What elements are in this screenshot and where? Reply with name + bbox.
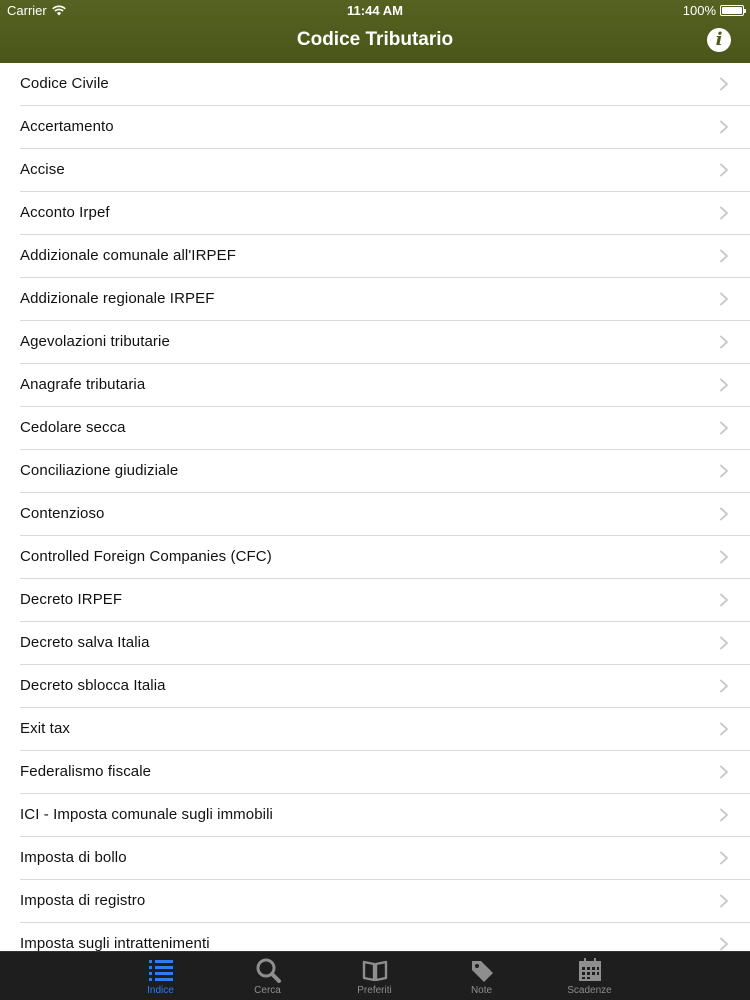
list-item-label: Imposta di bollo	[20, 849, 127, 866]
tag-icon	[468, 957, 496, 983]
tab-bar	[0, 951, 750, 1000]
chevron-right-icon	[719, 765, 729, 779]
list-item[interactable]	[0, 364, 750, 407]
tab-indice[interactable]	[107, 952, 214, 1000]
list-item-label: Accise	[20, 161, 65, 178]
list-item-label: Imposta sugli intrattenimenti	[20, 935, 210, 951]
chevron-right-icon	[719, 722, 729, 736]
list-item-label: Agevolazioni tributarie	[20, 333, 170, 350]
topic-list[interactable]	[0, 63, 750, 951]
info-icon: i	[715, 29, 723, 50]
list-item-label: Codice Civile	[20, 75, 109, 92]
tab-cerca[interactable]	[214, 952, 321, 1000]
list-item-label: Cedolare secca	[20, 419, 126, 436]
list-item[interactable]	[0, 450, 750, 493]
chevron-right-icon	[719, 636, 729, 650]
chevron-right-icon	[719, 249, 729, 263]
top-bar	[0, 0, 750, 63]
list-item[interactable]	[0, 665, 750, 708]
tab-scadenze[interactable]	[536, 952, 643, 1000]
chevron-right-icon	[719, 550, 729, 564]
search-icon	[254, 957, 282, 983]
tab-label: Indice	[147, 985, 174, 996]
list-item-label: Exit tax	[20, 720, 70, 737]
list-item-label: Decreto salva Italia	[20, 634, 150, 651]
chevron-right-icon	[719, 335, 729, 349]
list-item[interactable]	[0, 192, 750, 235]
list-item-label: Conciliazione giudiziale	[20, 462, 179, 479]
tab-preferiti[interactable]	[321, 952, 428, 1000]
chevron-right-icon	[719, 421, 729, 435]
list-item-label: Addizionale regionale IRPEF	[20, 290, 215, 307]
list-item[interactable]	[0, 278, 750, 321]
list-item[interactable]	[0, 837, 750, 880]
page-title: Codice Tributario	[296, 29, 454, 50]
chevron-right-icon	[719, 679, 729, 693]
list-item-label: Imposta di registro	[20, 892, 146, 909]
list-item-label: Decreto sblocca Italia	[20, 677, 166, 694]
list-item[interactable]	[0, 923, 750, 951]
list-item-label: ICI - Imposta comunale sugli immobili	[20, 806, 273, 823]
chevron-right-icon	[719, 378, 729, 392]
tab-label: Scadenze	[567, 985, 612, 996]
list-item-label: Federalismo fiscale	[20, 763, 152, 780]
book-icon	[361, 957, 389, 983]
chevron-right-icon	[719, 163, 729, 177]
chevron-right-icon	[719, 120, 729, 134]
tab-note[interactable]	[428, 952, 535, 1000]
tab-label: Preferiti	[357, 985, 392, 996]
list-item[interactable]	[0, 751, 750, 794]
list-item[interactable]	[0, 794, 750, 837]
chevron-right-icon	[719, 851, 729, 865]
list-item[interactable]	[0, 149, 750, 192]
chevron-right-icon	[719, 894, 729, 908]
info-button[interactable]	[707, 28, 731, 52]
list-item-label: Contenzioso	[20, 505, 105, 522]
list-item[interactable]	[0, 235, 750, 278]
chevron-right-icon	[719, 507, 729, 521]
chevron-right-icon	[719, 206, 729, 220]
list-item[interactable]	[0, 536, 750, 579]
list-item[interactable]	[0, 880, 750, 923]
carrier-label: Carrier	[7, 3, 47, 18]
list-item[interactable]	[0, 321, 750, 364]
list-item[interactable]	[0, 63, 750, 106]
list-item-label: Anagrafe tributaria	[20, 376, 146, 393]
chevron-right-icon	[719, 464, 729, 478]
tab-label: Note	[470, 985, 493, 996]
calendar-icon	[576, 957, 604, 983]
chevron-right-icon	[719, 808, 729, 822]
battery-percent: 100%	[682, 3, 716, 18]
battery-icon	[720, 5, 744, 16]
list-item[interactable]	[0, 708, 750, 751]
list-item[interactable]	[0, 493, 750, 536]
chevron-right-icon	[719, 937, 729, 951]
list-item-label: Acconto Irpef	[20, 204, 110, 221]
tab-label: Cerca	[254, 985, 281, 996]
list-item-label: Decreto IRPEF	[20, 591, 123, 608]
list-item[interactable]	[0, 622, 750, 665]
list-item[interactable]	[0, 407, 750, 450]
chevron-right-icon	[719, 593, 729, 607]
status-bar	[0, 0, 750, 22]
navigation-bar	[0, 22, 750, 63]
list-icon	[147, 957, 175, 983]
status-time: 11:44 AM	[347, 3, 403, 18]
list-item[interactable]	[0, 106, 750, 149]
list-item-label: Accertamento	[20, 118, 114, 135]
chevron-right-icon	[719, 77, 729, 91]
list-item-label: Controlled Foreign Companies (CFC)	[20, 548, 272, 565]
list-item[interactable]	[0, 579, 750, 622]
battery-status	[683, 3, 744, 18]
list-item-label: Addizionale comunale all'IRPEF	[20, 247, 236, 264]
battery-fill	[722, 7, 742, 14]
chevron-right-icon	[719, 292, 729, 306]
